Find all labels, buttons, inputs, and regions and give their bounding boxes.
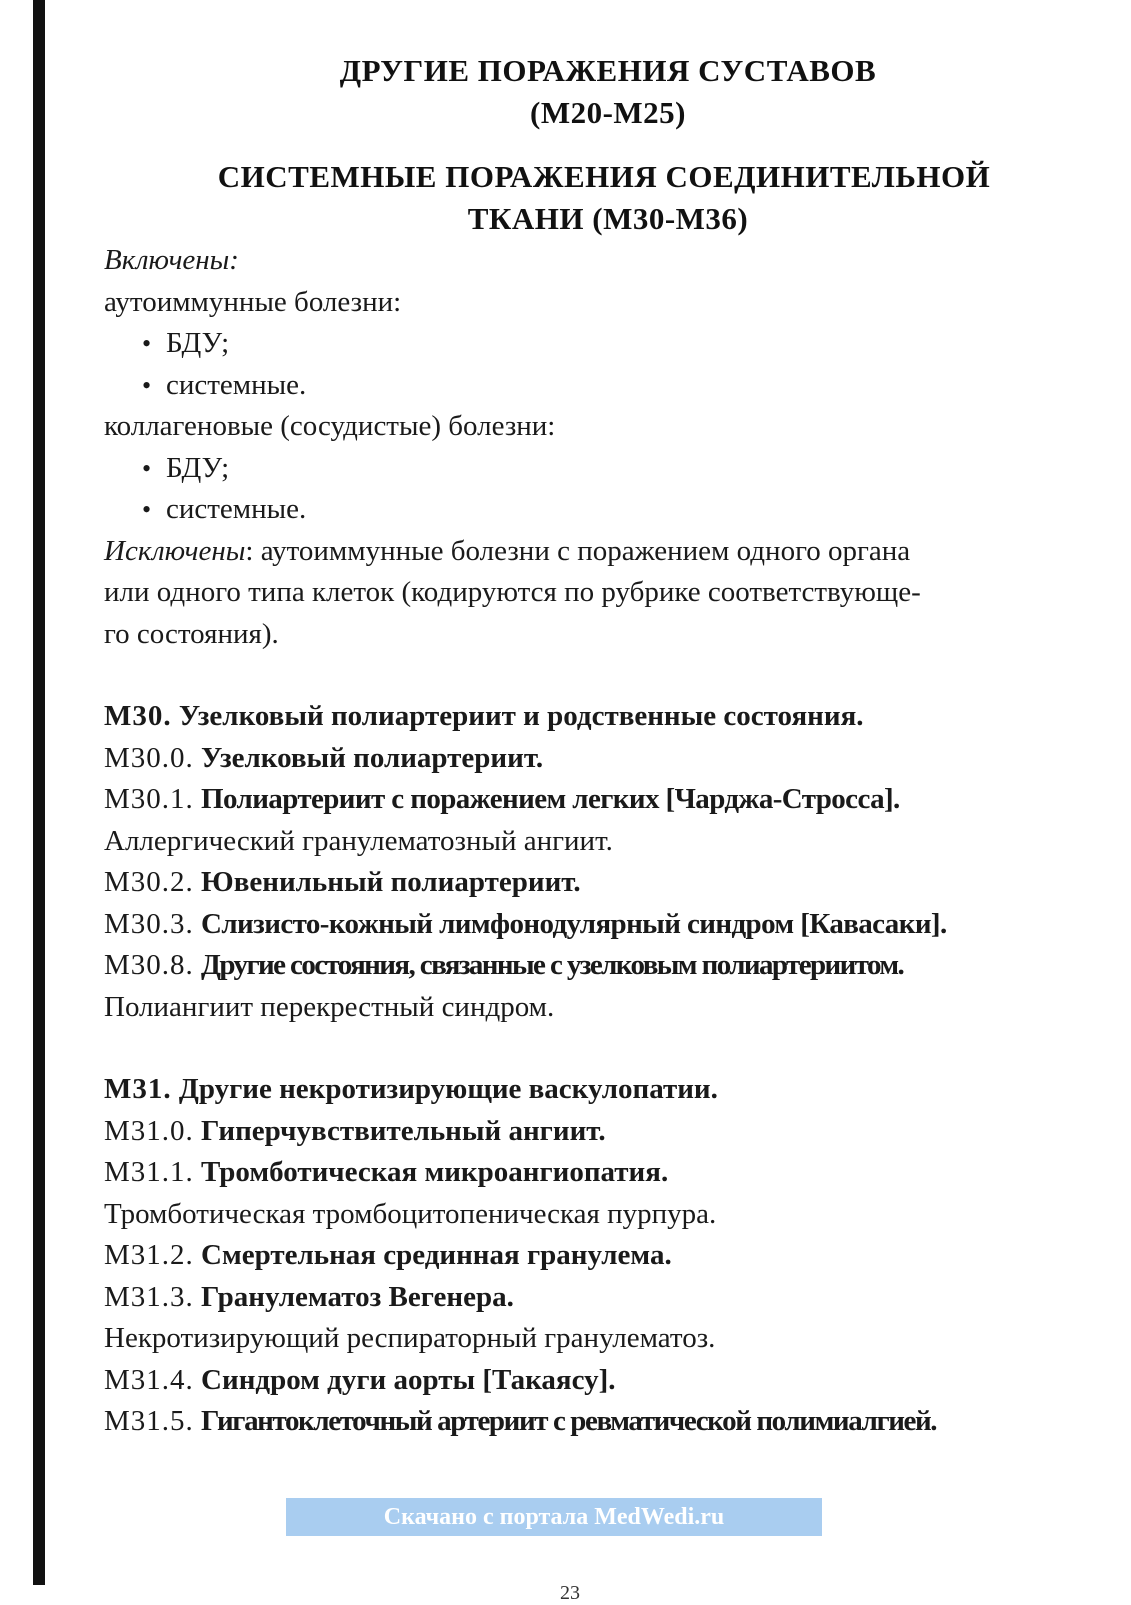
download-source-banner[interactable]: Скачано с портала MedWedi.ru bbox=[286, 1498, 822, 1536]
code-number: М30.0. bbox=[104, 741, 194, 774]
code-title: Полиартериит с поражением легких [Чарджа-Стросса]. bbox=[201, 783, 900, 815]
list-item: • системные. bbox=[104, 365, 1084, 407]
code-number: М31.1. bbox=[104, 1156, 194, 1188]
code-number: М31.5. bbox=[104, 1405, 194, 1437]
code-entry-m30-1 bbox=[104, 779, 1084, 821]
code-note: Тромботическая тромбоцитопеническая пурпура. bbox=[104, 1197, 717, 1230]
code-title: Узелковый полиартериит и родственные состояния. bbox=[178, 700, 864, 732]
excluded-label: Исключены bbox=[104, 534, 246, 567]
code-number: М30. bbox=[104, 700, 172, 732]
bullet-icon: • bbox=[142, 453, 152, 483]
code-title: Гранулематоз Вегенера. bbox=[201, 1280, 514, 1313]
code-title: Слизисто-кожный лимфонодулярный синдром [Кавасаки]. bbox=[201, 907, 947, 940]
code-note: Полиангиит перекрестный синдром. bbox=[104, 990, 555, 1023]
included-label: Включены: bbox=[104, 244, 239, 276]
section-heading-line1: ДРУГИЕ ПОРАЖЕНИЯ СУСТАВОВ bbox=[339, 53, 877, 88]
subsection-heading-line2: ТКАНИ (М30-М36) bbox=[467, 201, 749, 236]
code-title: Смертельная срединная гранулема. bbox=[201, 1239, 672, 1271]
bullet-icon: • bbox=[142, 370, 152, 400]
section-heading-line2: (М20-М25) bbox=[530, 95, 686, 130]
code-note: Аллергический гранулематозный ангиит. bbox=[104, 824, 613, 857]
subsection-heading-line1: СИСТЕМНЫЕ ПОРАЖЕНИЯ СОЕДИНИТЕЛЬНОЙ bbox=[217, 159, 991, 194]
code-entry-m30-2 bbox=[104, 862, 1084, 904]
page-number: 23 bbox=[560, 1582, 580, 1604]
code-number: М31.3. bbox=[104, 1280, 194, 1313]
included-group1-title: аутоиммунные болезни: bbox=[104, 285, 402, 318]
code-entry-m31-3 bbox=[104, 1277, 1084, 1319]
bullet-icon: • bbox=[142, 329, 152, 358]
code-number: М31. bbox=[104, 1073, 172, 1105]
code-title: Тромботическая микроангиопатия. bbox=[201, 1156, 669, 1188]
code-entry-m30 bbox=[104, 696, 1084, 738]
list-item: • системные. bbox=[104, 489, 1084, 531]
code-entry-m31-0 bbox=[104, 1111, 1084, 1153]
code-entry-m31-2 bbox=[104, 1235, 1084, 1277]
code-number: М30.2. bbox=[104, 866, 194, 898]
code-title: Узелковый полиартериит. bbox=[201, 741, 544, 774]
code-title: Другие некротизирующие васкулопатии. bbox=[178, 1073, 718, 1105]
section-gap bbox=[104, 1028, 1084, 1069]
code-title: Гигантоклеточный артериит с ревматической полимиалгией. bbox=[201, 1405, 937, 1437]
code-number: М31.4. bbox=[104, 1363, 194, 1396]
included-group2-title: коллагеновые (сосудистые) болезни: bbox=[104, 410, 556, 442]
code-entry-m31-1 bbox=[104, 1152, 1084, 1194]
code-entry-m31-4 bbox=[104, 1360, 1084, 1402]
code-entry-m30-3 bbox=[104, 904, 1084, 946]
list-item: • БДУ; bbox=[104, 323, 1084, 365]
document-page bbox=[104, 50, 1084, 1443]
excluded-line1: Исключены: аутоиммунные болезни с поражением одного органа bbox=[104, 534, 911, 567]
code-number: М30.8. bbox=[104, 949, 194, 981]
code-entry-m31-5 bbox=[104, 1401, 1084, 1443]
code-entry-m31 bbox=[104, 1069, 1084, 1111]
book-spine-shadow bbox=[33, 0, 45, 1585]
code-number: М31.0. bbox=[104, 1114, 194, 1147]
list-item: • БДУ; bbox=[104, 448, 1084, 490]
code-title: Ювенильный полиартериит. bbox=[201, 866, 581, 898]
section-gap bbox=[104, 655, 1084, 696]
excluded-line2: или одного типа клеток (кодируются по рубрике соответствующе- bbox=[104, 576, 921, 608]
code-number: М31.2. bbox=[104, 1239, 194, 1271]
code-entry-m30-8 bbox=[104, 945, 1084, 987]
bullet-icon: • bbox=[142, 495, 152, 524]
excluded-line3: го состояния). bbox=[104, 617, 279, 650]
code-number: М30.1. bbox=[104, 783, 194, 815]
code-number: М30.3. bbox=[104, 907, 194, 940]
code-title: Другие состояния, связанные с узелковым полиартериитом. bbox=[201, 949, 904, 981]
code-title: Синдром дуги аорты [Такаясу]. bbox=[201, 1363, 616, 1396]
code-note: Некротизирующий респираторный гранулематоз. bbox=[104, 1322, 716, 1354]
code-entry-m30-0 bbox=[104, 738, 1084, 780]
code-title: Гиперчувствительный ангиит. bbox=[201, 1114, 606, 1147]
